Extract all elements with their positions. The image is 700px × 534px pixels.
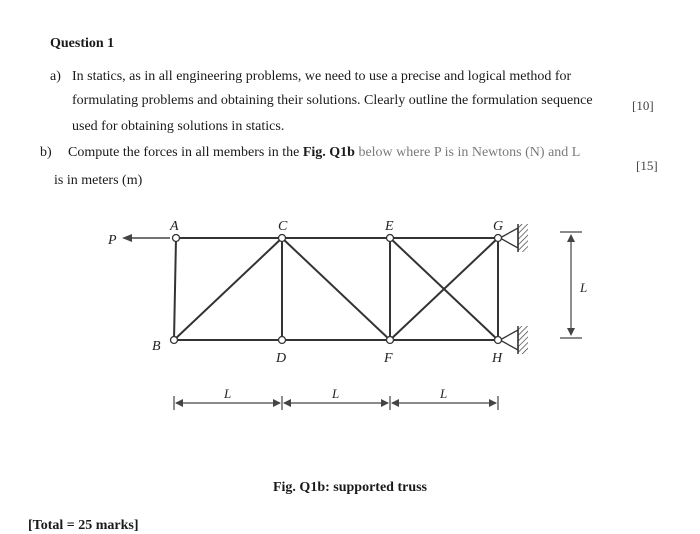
part-b-line-1 [68, 140, 580, 166]
joint-D [279, 337, 286, 344]
member-BC [174, 238, 282, 340]
span-label-1: L [224, 386, 232, 401]
figure-caption: Fig. Q1b: supported truss [272, 480, 428, 495]
part-b-label: b) [40, 145, 52, 160]
node-label-A: A [170, 219, 179, 234]
member-CF [282, 238, 390, 340]
question-title: Question 1 [50, 36, 115, 51]
height-label: L [580, 280, 588, 295]
height-dimension [560, 232, 582, 338]
load-label: P [108, 233, 117, 248]
part-a-marks: [10] [632, 98, 654, 113]
part-b-figure-ref: Fig. Q1b [302, 145, 355, 160]
part-a-line-2: formulating problems and obtaining their solutions. Clearly outline the formulation sequence [72, 93, 593, 108]
truss-figure [100, 210, 620, 430]
node-label-D: D [276, 351, 287, 366]
part-a-label: a) [50, 69, 61, 84]
joint-E [387, 235, 394, 242]
span-label-2: L [332, 386, 340, 401]
node-label-C: C [278, 219, 288, 234]
span-labels [223, 386, 447, 401]
node-label-F: F [384, 351, 393, 366]
node-label-G: G [493, 219, 504, 234]
span-label-3: L [440, 386, 448, 401]
part-b-marks: [15] [636, 158, 658, 173]
total-marks: [Total = 25 marks] [28, 518, 139, 533]
part-b-line-1-pre: Compute the forces in all members in the [68, 145, 303, 160]
joint-B [171, 337, 178, 344]
load-arrow [122, 234, 170, 242]
support-G [500, 224, 528, 252]
node-labels [152, 219, 503, 366]
joint-A [173, 235, 180, 242]
truss-members [174, 238, 498, 340]
support-H [500, 326, 528, 354]
part-a-line-1: In statics, as in all engineering problems, we need to use a precise and logical method for [72, 69, 572, 84]
joint-H [495, 337, 502, 344]
joint-C [279, 235, 286, 242]
part-b [40, 140, 680, 196]
part-a [50, 64, 680, 144]
part-a-line-3: used for obtaining solutions in statics. [72, 119, 285, 134]
part-b-line-2: is in meters (m) [54, 173, 143, 188]
node-label-E: E [385, 219, 394, 234]
joint-G [495, 235, 502, 242]
node-label-H: H [492, 351, 503, 366]
member-AB [174, 238, 176, 340]
part-b-line-1-post: below where P is in Newtons (N) and L [354, 145, 581, 160]
node-label-B: B [152, 339, 161, 354]
joint-F [387, 337, 394, 344]
